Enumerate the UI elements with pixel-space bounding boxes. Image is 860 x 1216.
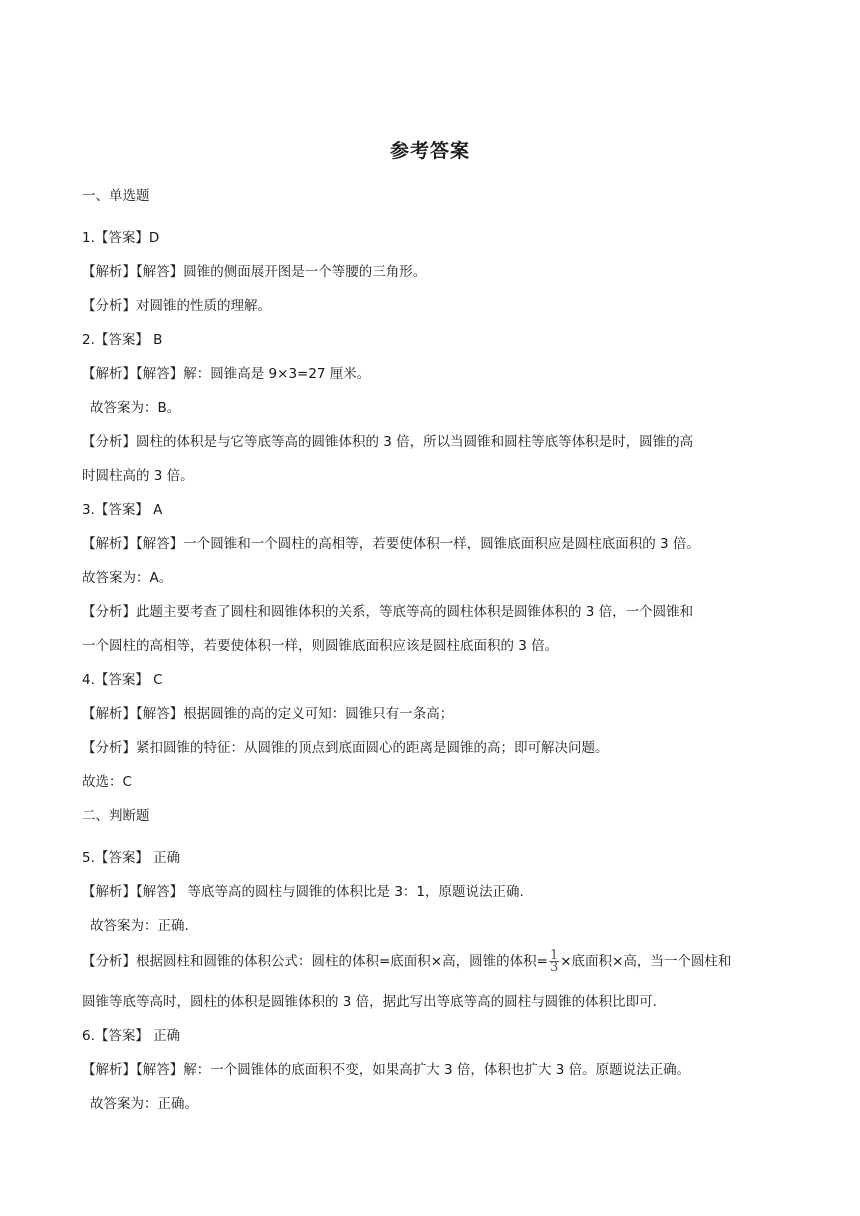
q2-explanation: 【解析】【解答】解：圆锥高是 9×3=27 厘米。: [82, 366, 371, 382]
q1-analysis: 【分析】对圆锥的性质的理解。: [82, 298, 271, 314]
q2-final-answer: 故答案为：B。: [90, 400, 181, 416]
q5-answer: 5.【答案】 正确: [82, 850, 181, 866]
q1-explanation: 【解析】【解答】圆锥的侧面展开图是一个等腰的三角形。: [82, 264, 427, 280]
q3-final-answer: 故答案为：A。: [82, 570, 173, 586]
q3-answer: 3.【答案】 A: [82, 502, 163, 518]
q2-analysis-line2: 时圆柱高的 3 倍。: [82, 468, 194, 484]
q3-analysis-line1: 【分析】此题主要考查了圆柱和圆锥体积的关系，等底等高的圆柱体积是圆锥体积的 3 倍，一个圆锥和: [82, 604, 694, 620]
q4-answer: 4.【答案】 C: [82, 672, 163, 688]
q5-analysis-line2: 圆锥等底等高时，圆柱的体积是圆锥体积的 3 倍，据此写出等底等高的圆柱与圆锥的体积比即可.: [82, 994, 657, 1010]
q4-explanation: 【解析】【解答】根据圆锥的高的定义可知：圆锥只有一条高；: [82, 706, 454, 722]
q5-final-answer: 故答案为：正确.: [90, 918, 189, 934]
q3-explanation: 【解析】【解答】一个圆锥和一个圆柱的高相等，若要使体积一样，圆锥底面积应是圆柱底面积的 3 倍。: [82, 536, 700, 552]
one-third-fraction: [549, 950, 559, 973]
q3-analysis-line2: 一个圆柱的高相等，若要使体积一样，则圆锥底面积应该是圆柱底面积的 3 倍。: [82, 638, 559, 654]
q5-analysis-text-b: ×底面积×高，当一个圆柱和: [560, 953, 732, 970]
section-heading-true-false: 二、判断题: [82, 808, 150, 824]
q5-analysis-line1: [82, 950, 731, 973]
section-heading-single-choice: 一、单选题: [82, 188, 150, 204]
page-title: 参考答案: [389, 140, 470, 162]
q5-analysis-text-a: 【分析】根据圆柱和圆锥的体积公式：圆柱的体积=底面积×高，圆锥的体积=: [82, 953, 548, 970]
q5-explanation: 【解析】【解答】 等底等高的圆柱与圆锥的体积比是 3：1，原题说法正确.: [82, 884, 524, 900]
fraction-denominator: 3: [549, 960, 559, 975]
q1-answer: 1.【答案】D: [82, 230, 160, 246]
q2-analysis-line1: 【分析】圆柱的体积是与它等底等高的圆锥体积的 3 倍，所以当圆锥和圆柱等底等体积是时，圆锥的高: [82, 434, 694, 450]
q2-answer: 2.【答案】 B: [82, 332, 163, 348]
q4-analysis: 【分析】紧扣圆锥的特征：从圆锥的顶点到底面圆心的距离是圆锥的高；即可解决问题。: [82, 740, 609, 756]
q4-final-choice: 故选：C: [82, 774, 132, 790]
q6-final-answer: 故答案为：正确。: [90, 1096, 198, 1112]
q6-explanation: 【解析】【解答】解：一个圆锥体的底面积不变，如果高扩大 3 倍，体积也扩大 3 倍。原题说法正确。: [82, 1062, 691, 1078]
fraction-numerator: 1: [549, 948, 559, 963]
q6-answer: 6.【答案】 正确: [82, 1028, 181, 1044]
